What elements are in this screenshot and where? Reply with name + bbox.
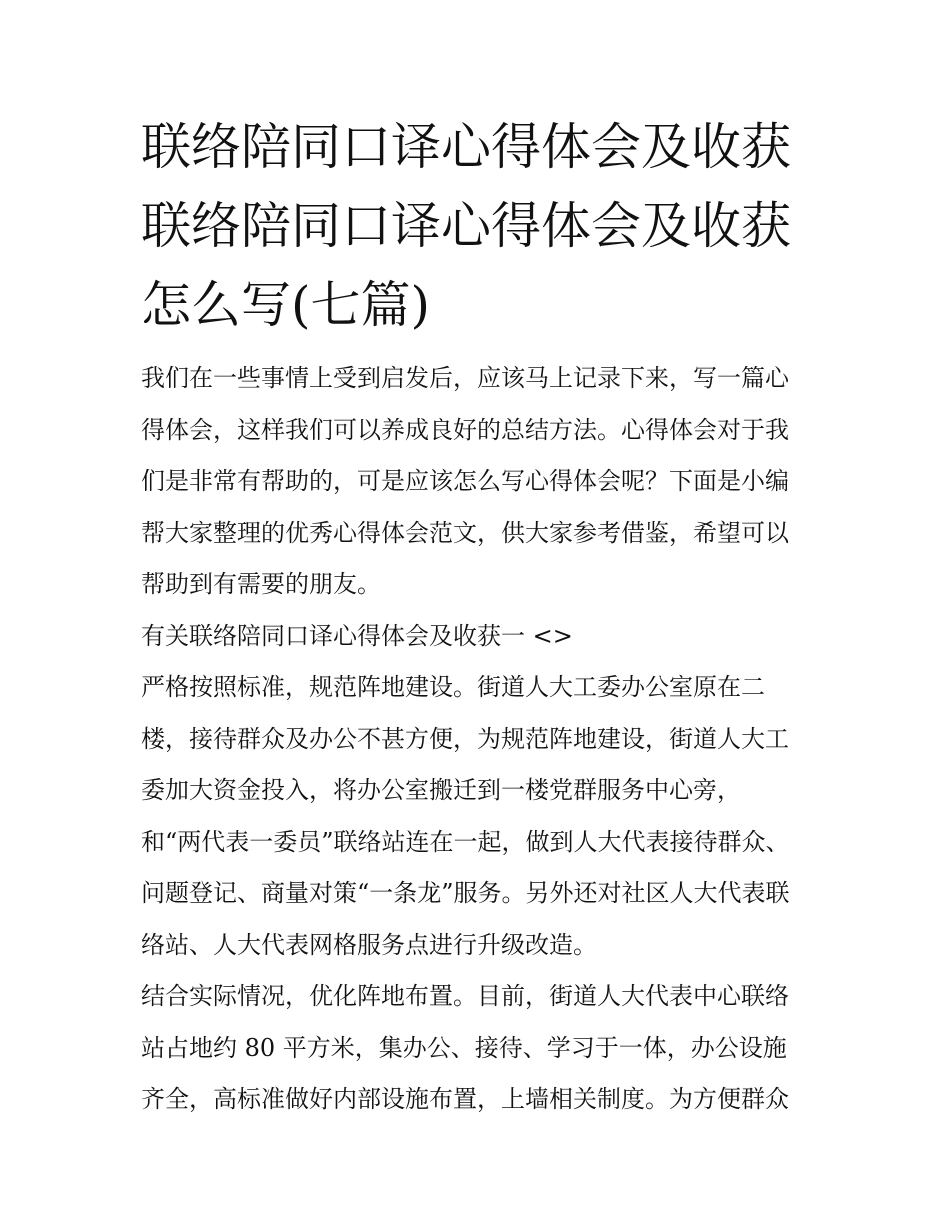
text-line: 们是非常有帮助的，可是应该怎么写心得体会呢？下面是小编 [141,467,789,495]
text-line: 络站、人大代表网格服务点进行升级改造。 [141,930,597,959]
text-line: 委加大资金投入，将办公室搬迁到一楼党群服务中心旁， [141,776,741,804]
text-line: 和“两代表一委员”联络站连在一起，做到人大代表接待群众、 [141,827,790,856]
text-line: 帮大家整理的优秀心得体会范文，供大家参考借鉴，希望可以 [141,518,789,547]
intro-paragraph [141,353,816,611]
section-heading [141,611,816,663]
title-line: 怎么写(七篇) [141,276,431,334]
document-page [141,108,816,1126]
text-line: 结合实际情况，优化阵地布置。目前，街道人大代表中心联络 [141,982,789,1010]
title-line: 联络陪同口译心得体会及收获 [141,197,791,255]
document-title [141,108,816,345]
text-line: 站占地约 80 平方米，集办公、接待、学习于一体，办公设施 [141,1033,787,1062]
text-line: 齐全，高标准做好内部设施布置，上墙相关制度。为方便群众 [141,1085,789,1113]
text-line: 楼，接待群众及办公不甚方便，为规范阵地建设，街道人大工 [141,724,789,753]
document-body [141,353,816,1126]
text-line: 我们在一些事情上受到启发后，应该马上记录下来，写一篇心 [141,364,789,392]
text-line: 得体会，这样我们可以养成良好的总结方法。心得体会对于我 [141,415,789,444]
text-line: 严格按照标准，规范阵地建设。街道人大工委办公室原在二 [141,673,765,701]
text-line: 帮助到有需要的朋友。 [141,570,381,598]
body-paragraph [141,971,816,1126]
text-line: 问题登记、商量对策“一条龙”服务。另外还对社区人大代表联 [141,879,790,907]
body-paragraph [141,662,816,971]
title-line: 联络陪同口译心得体会及收获 [141,118,791,176]
text-line: 有关联络陪同口译心得体会及收获一 <> [141,621,573,650]
